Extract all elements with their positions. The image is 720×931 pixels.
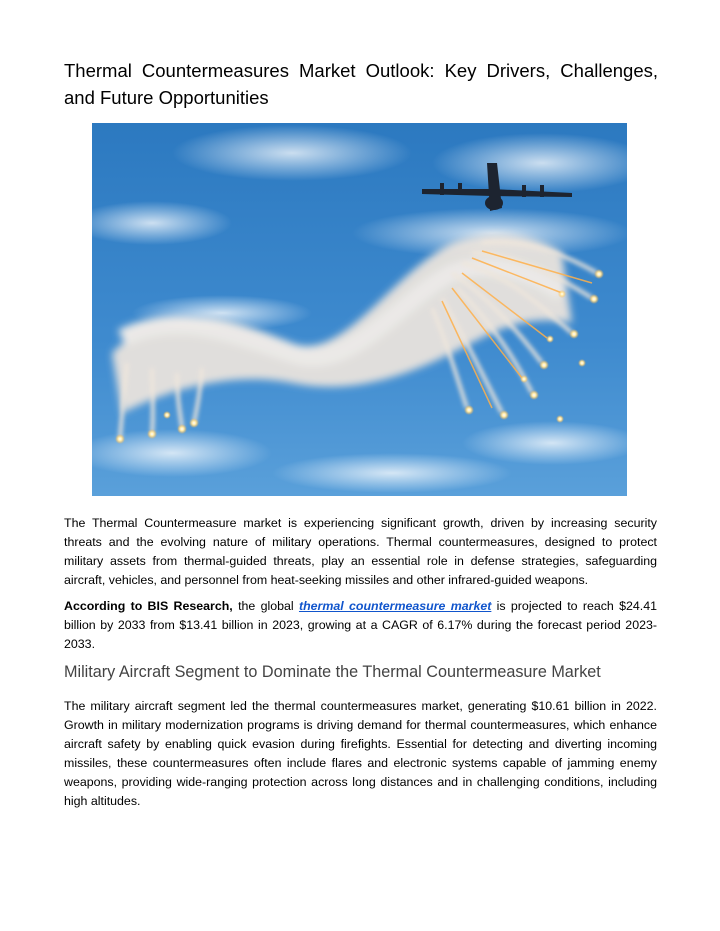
title-line-2: and Future Opportunities: [64, 87, 269, 108]
intro-paragraph: The Thermal Countermeasure market is experiencing significant growth, driven by increasing security threats and the evolving nature of military operations. Thermal countermeasures, designed to protect military assets from thermal-guided threats, play an essential role in defense strategies, safeguarding aircraft, vehicles, and personnel from heat-seeking missiles and other infrared-guided weapons.: [64, 516, 657, 587]
section-paragraph: The military aircraft segment led the thermal countermeasures market, generating $10.61 billion in 2022. Growth in military modernization programs is driving demand for thermal countermeasures, which enhance aircraft safety by enabling quick evasion during firefights. Essential for detecting and diverting incoming missiles, these countermeasures often include flares and electronic systems capable of jamming enemy weapons, providing wide-ranging protection across long distances and in challenging conditions, including high altitudes.: [64, 699, 657, 808]
aircraft-deploying-flares-photo: [92, 123, 627, 496]
research-paragraph: [64, 597, 657, 654]
research-lead: According to BIS Research,: [64, 599, 233, 613]
market-report-link[interactable]: thermal countermeasure market: [298, 599, 492, 613]
research-post-link: is projected to reach $24.41 billion by 2033 from $13.41 billion in 2023, growing at a CAGR of 6.17% during the forecast period 2023-2033.: [64, 599, 658, 651]
aircraft-flares-image: [92, 123, 627, 496]
title-line-1: Thermal Countermeasures Market Outlook: Key Drivers, Challenges,: [64, 60, 658, 81]
document-title: [64, 57, 658, 111]
section-heading: Military Aircraft Segment to Dominate the Thermal Countermeasure Market: [64, 663, 601, 681]
research-pre-link: the global: [232, 599, 299, 613]
